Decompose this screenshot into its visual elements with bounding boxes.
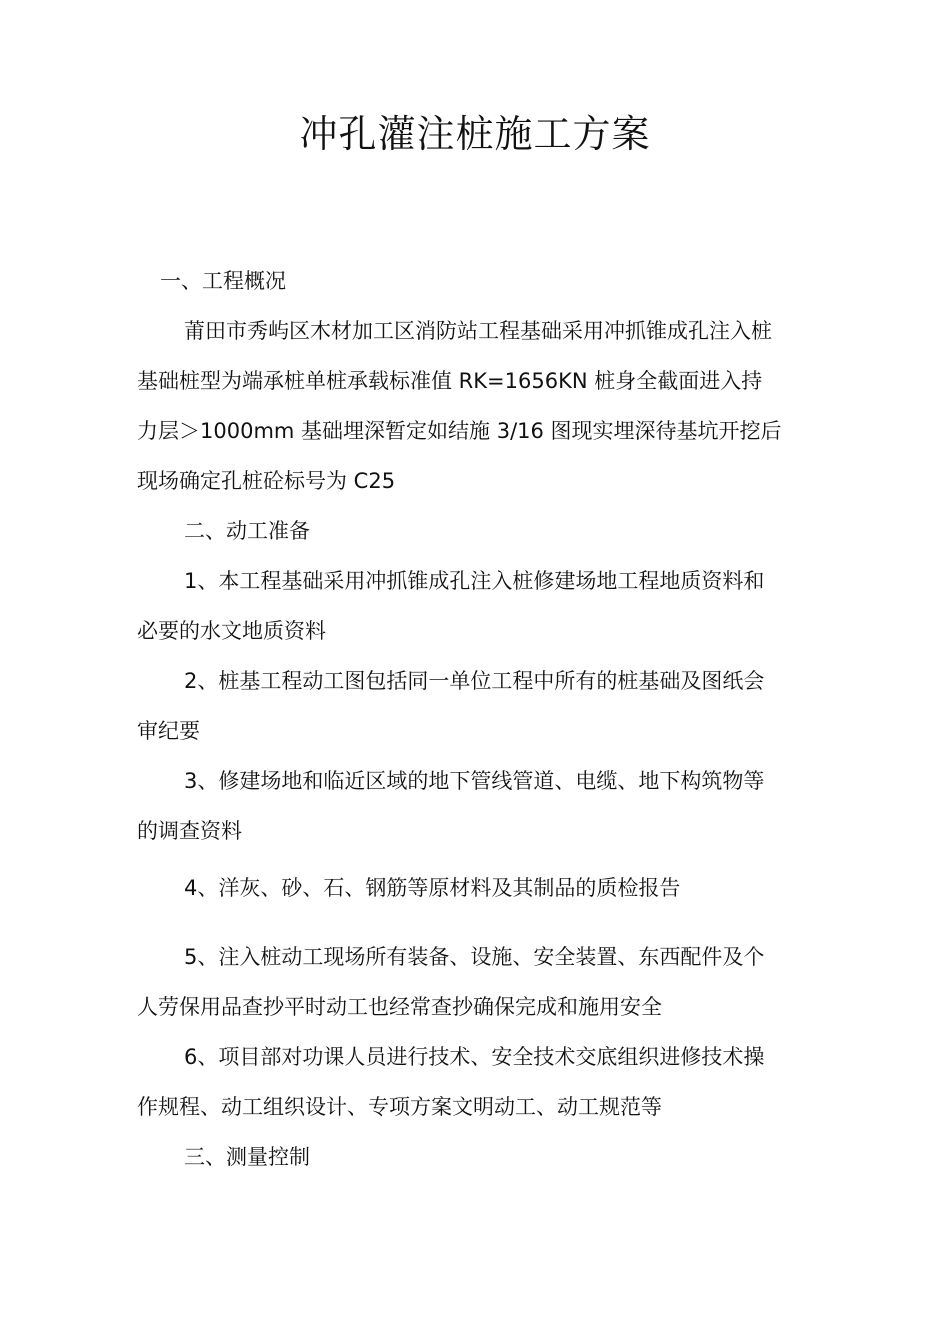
preparation-item-3: 3、修建场地和临近区域的地下管线管道、电缆、地下构筑物等 <box>184 769 765 793</box>
section-heading-survey: 三、测量控制 <box>184 1145 310 1169</box>
preparation-item-5: 5、注入桩动工现场所有装备、设施、安全装置、东西配件及个 <box>184 945 765 969</box>
preparation-item-4: 4、洋灰、砂、石、钢筋等原材料及其制品的质检报告 <box>184 876 681 900</box>
document-title: 冲孔灌注桩施工方案 <box>299 112 651 156</box>
preparation-item-5-cont: 人劳保用品查抄平时动工也经常查抄确保完成和施用安全 <box>137 995 662 1019</box>
preparation-item-2-cont: 审纪要 <box>137 719 200 743</box>
preparation-item-2: 2、桩基工程动工图包括同一单位工程中所有的桩基础及图纸会 <box>184 669 765 693</box>
preparation-item-1-cont: 必要的水文地质资料 <box>137 619 326 643</box>
preparation-item-6: 6、项目部对功课人员进行技术、安全技术交底组织进修技术操 <box>184 1045 765 1069</box>
overview-paragraph-line: 基础桩型为端承桩单桩承载标准值 RK=1656KN 桩身全截面进入持 <box>137 369 763 393</box>
preparation-item-1: 1、本工程基础采用冲抓锥成孔注入桩修建场地工程地质资料和 <box>184 569 765 593</box>
section-heading-overview: 一、工程概况 <box>160 269 286 293</box>
overview-paragraph-line: 现场确定孔桩砼标号为 C25 <box>137 469 396 493</box>
preparation-item-6-cont: 作规程、动工组织设计、专项方案文明动工、动工规范等 <box>137 1095 662 1119</box>
preparation-item-3-cont: 的调查资料 <box>137 819 242 843</box>
overview-paragraph-line: 力层＞1000mm 基础埋深暂定如结施 3/16 图现实埋深待基坑开挖后 <box>137 419 782 443</box>
section-heading-preparation: 二、动工准备 <box>184 519 310 543</box>
overview-paragraph-line: 莆田市秀屿区木材加工区消防站工程基础采用冲抓锥成孔注入桩 <box>184 319 772 343</box>
